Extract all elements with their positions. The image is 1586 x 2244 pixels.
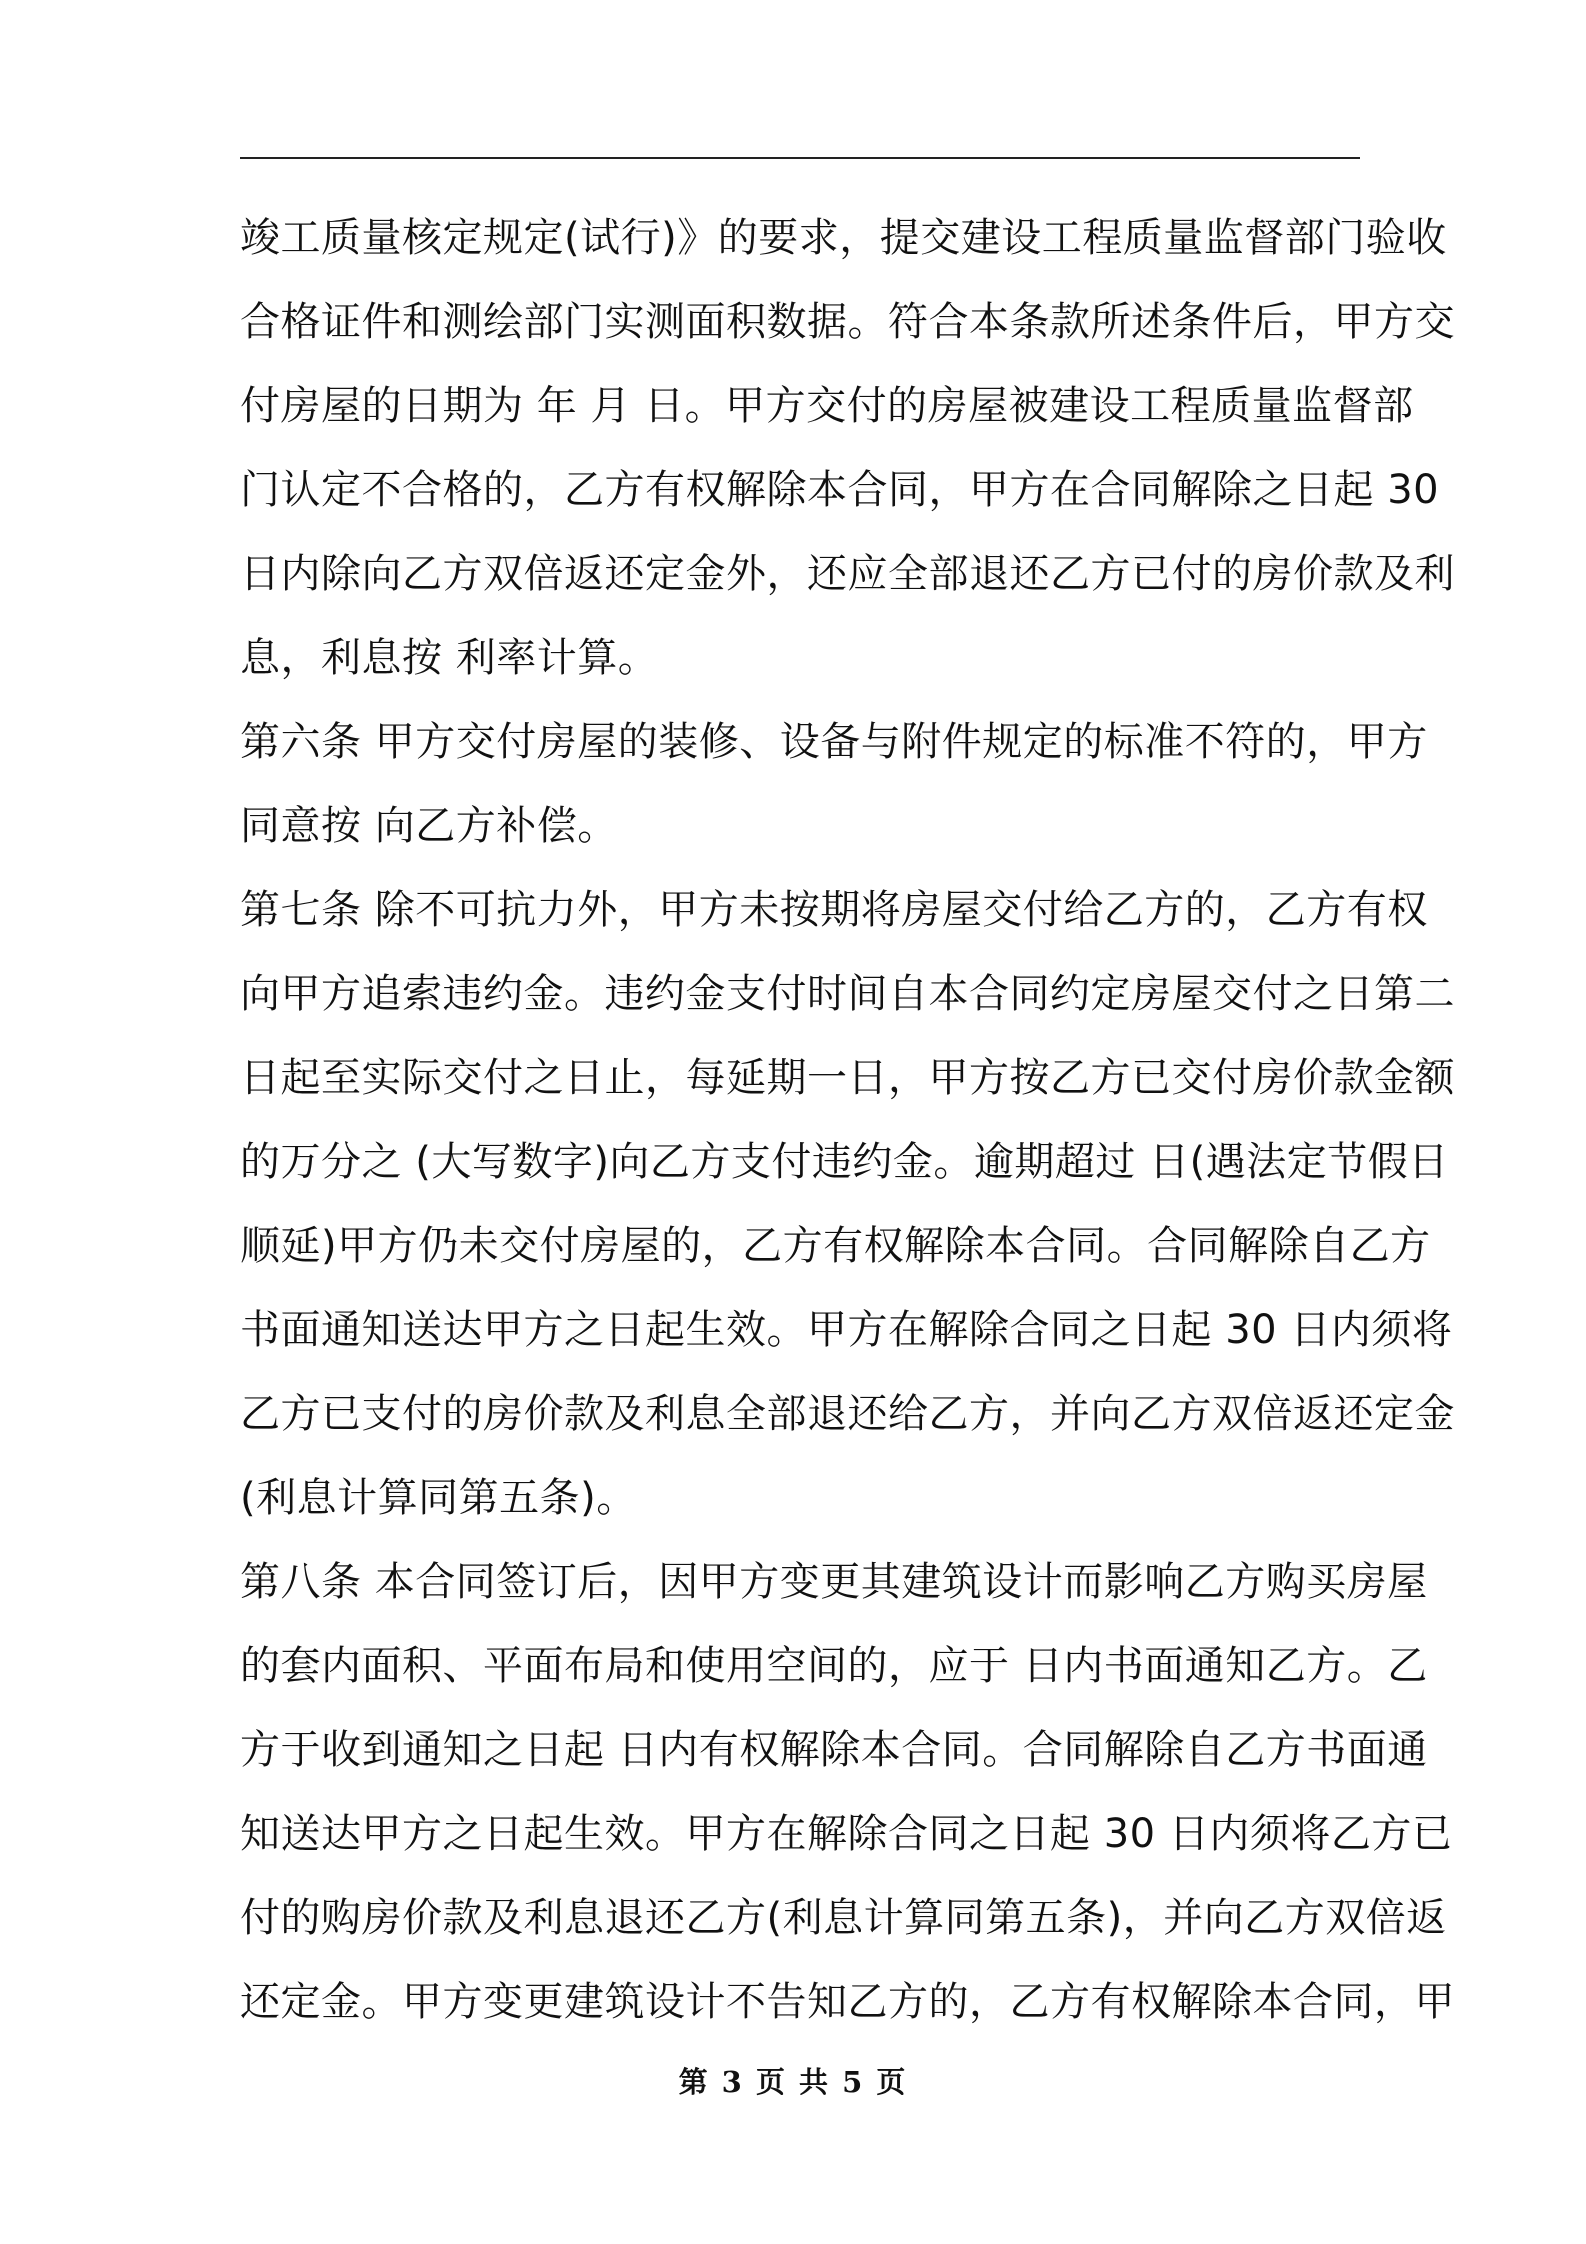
body-line: 合格证件和测绘部门实测面积数据。符合本条款所述条件后，甲方交 [240, 299, 1455, 345]
body-line: 的万分之 (大写数字)向乙方支付违约金。逾期超过 日(遇法定节假日 [240, 1139, 1449, 1185]
body-line: 向甲方追索违约金。违约金支付时间自本合同约定房屋交付之日第二 [240, 971, 1455, 1017]
body-line: 书面通知送达甲方之日起生效。甲方在解除合同之日起 30 日内须将 [240, 1307, 1453, 1353]
article-7-heading-line: 第七条 除不可抗力外，甲方未按期将房屋交付给乙方的，乙方有权 [240, 887, 1428, 933]
body-line: 乙方已支付的房价款及利息全部退还给乙方，并向乙方双倍返还定金 [240, 1391, 1455, 1437]
body-line: 知送达甲方之日起生效。甲方在解除合同之日起 30 日内须将乙方已 [240, 1811, 1453, 1857]
body-line: 方于收到通知之日起 日内有权解除本合同。合同解除自乙方书面通 [240, 1727, 1428, 1773]
body-line: 息，利息按 利率计算。 [240, 635, 659, 681]
body-line: 还定金。甲方变更建筑设计不告知乙方的，乙方有权解除本合同，甲 [240, 1979, 1455, 2025]
body-line: 日内除向乙方双倍返还定金外，还应全部退还乙方已付的房价款及利 [240, 551, 1455, 597]
body-line: (利息计算同第五条)。 [240, 1475, 637, 1521]
body-line: 同意按 向乙方补偿。 [240, 803, 618, 849]
body-line: 竣工质量核定规定(试行)》的要求，提交建设工程质量监督部门验收 [240, 215, 1447, 261]
article-6-heading-line: 第六条 甲方交付房屋的装修、设备与附件规定的标准不符的，甲方 [240, 719, 1428, 765]
body-line: 日起至实际交付之日止，每延期一日，甲方按乙方已交付房价款金额 [240, 1055, 1455, 1101]
body-line: 的套内面积、平面布局和使用空间的，应于 日内书面通知乙方。乙 [240, 1643, 1428, 1689]
body-line: 付房屋的日期为 年 月 日。甲方交付的房屋被建设工程质量监督部 [240, 383, 1414, 429]
header-rule [240, 157, 1360, 159]
body-line: 顺延)甲方仍未交付房屋的，乙方有权解除本合同。合同解除自乙方 [240, 1223, 1431, 1269]
article-8-heading-line: 第八条 本合同签订后，因甲方变更其建筑设计而影响乙方购买房屋 [240, 1559, 1428, 1605]
body-line: 付的购房价款及利息退还乙方(利息计算同第五条)，并向乙方双倍返 [240, 1895, 1447, 1941]
document-body [240, 196, 1455, 2044]
body-line: 门认定不合格的，乙方有权解除本合同，甲方在合同解除之日起 30 [240, 467, 1440, 513]
page-number-footer: 第 3 页 共 5 页 [678, 2065, 908, 2099]
